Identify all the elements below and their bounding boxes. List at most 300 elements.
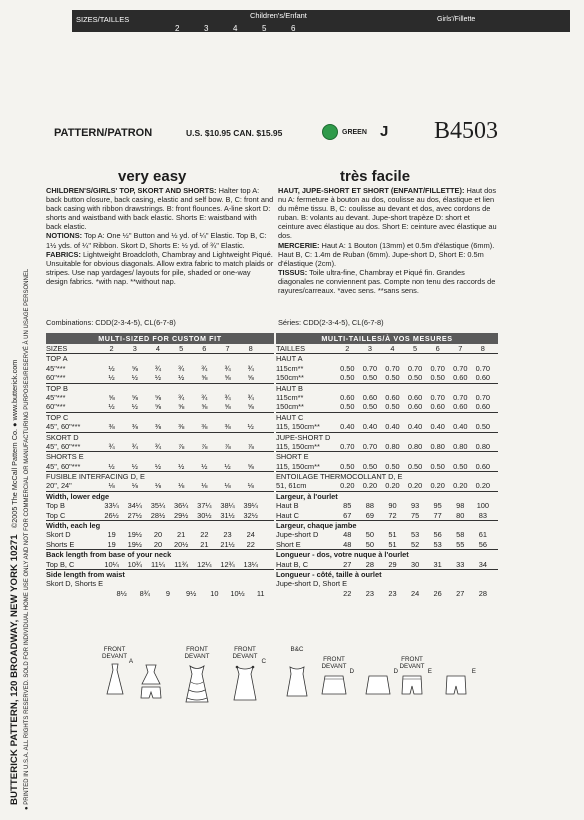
value-cell: ⅝ [178,402,185,412]
value-cell: 48 [343,530,352,540]
row-label: 150cm** [276,402,304,412]
view-letter: D [393,668,398,675]
value-cell: ¾ [178,392,185,402]
value-cell: 100 [476,501,490,511]
table-row [276,560,498,570]
size-number: 4 [233,24,238,33]
size-cell: 6 [435,344,440,353]
value-cell: 0.60 [385,392,400,402]
row-values [336,393,494,402]
table-row [46,570,274,579]
value-cell: 11¼ [151,559,165,569]
value-cell: ½ [108,363,115,373]
value-cell: 20½ [173,539,189,549]
view-label: FRONT DEVANT [321,656,347,670]
view-label [136,646,166,660]
garment-view [398,656,432,704]
value-cell: 0.50 [340,461,355,471]
value-cell: 58 [456,530,465,540]
sizes-label: TAILLES [276,344,306,353]
value-cell: 48 [343,539,352,549]
size-cell: 7 [458,344,463,353]
value-cell: ½ [131,402,138,412]
table-row [46,589,274,598]
value-cell: 0.60 [453,373,468,383]
garment-view [320,656,354,704]
size-row [46,344,274,354]
size-values [336,344,494,353]
value-cell: 0.20 [430,481,445,491]
value-cell: 11¾ [174,559,189,569]
value-cell: ⅝ [247,461,254,471]
value-cell: ⅝ [201,402,208,412]
value-cell: 56 [433,530,442,540]
value-cell: ⅞ [224,441,231,451]
row-label: Width, lower edge [46,491,110,501]
value-cell: ¾ [131,441,138,451]
value-cell: 33 [456,559,465,569]
fabrics-heading: TISSUS: [278,267,308,277]
value-cell: 0.80 [407,441,423,451]
row-values [336,402,494,411]
value-cell: 21½ [220,539,235,549]
size-number: 2 [175,24,180,33]
row-label: 45", 60"*** [46,441,81,451]
value-cell: ⅝ [108,392,115,402]
value-cell: 0.70 [475,363,491,373]
value-cell: 0.60 [475,461,491,471]
garment-view [284,646,310,704]
view-letter: E [427,668,432,675]
row-values [336,422,494,431]
value-cell: 93 [410,501,420,511]
row-label: 45", 60"*** [46,461,81,471]
value-cell: 0.20 [475,481,491,491]
table-row [276,530,498,539]
fabrics-text: Toile ultra-fine, Chambray et Piqué fin. Grandes diagonales ne conviennent pas. Compte non tenu des raccords de rayures/carreaux. *avec sens. **sans sens. [278,267,496,296]
value-cell: 0.50 [385,461,400,471]
value-cell: 39¼ [243,501,258,511]
value-cell: 0.40 [362,422,378,432]
table-row [276,402,498,412]
row-label: Jupe-short D, Short E [276,579,348,589]
value-cell: 13¼ [243,559,258,569]
value-cell: 0.50 [430,461,445,471]
girls-label: Girls'/Fillette [437,16,476,23]
value-cell: 34 [478,559,487,569]
garment-sketch-icon [182,662,212,708]
value-cell: 8¾ [139,588,150,598]
value-cell: 90 [388,501,397,511]
row-values [100,540,262,549]
table-row [46,413,274,422]
row-label: Skort D [46,530,71,540]
value-cell: 9 [165,588,171,598]
description-heading: HAUT, JUPE-SHORT ET SHORT (ENFANT/FILLETTE): [278,186,465,195]
value-cell: ⅝ [131,363,138,373]
value-cell: 77 [433,510,442,520]
row-values [100,364,262,373]
value-cell: 67 [343,510,352,520]
value-cell: ⅛ [131,481,138,491]
table-row [276,442,498,452]
table-row [276,511,498,521]
garment-views [84,646,564,720]
view-label [442,656,470,670]
row-values [100,530,262,539]
value-cell: 0.50 [407,373,423,383]
value-cell: 0.60 [475,402,491,412]
row-label: TOP A [46,354,68,364]
table-header-band: MULTI-TAILLES/À VOS MESURES [276,333,498,344]
garment-sketch-icon [398,672,426,704]
view-label: FRONT DEVANT [399,656,425,670]
table-row [276,373,498,383]
value-cell: 27 [343,559,352,569]
row-label: Jupe-short D [276,530,319,540]
size-cell: 6 [202,344,207,353]
size-number: 3 [204,24,209,33]
row-label: 60"*** [46,373,66,383]
value-cell: 0.70 [475,392,491,402]
value-cell: 0.60 [407,392,423,402]
row-label: HAUT A [276,354,303,364]
row-values [336,373,494,382]
value-cell: 10¾ [127,559,142,569]
row-label: JUPE-SHORT D [276,432,331,442]
row-label: Top B [46,501,65,511]
value-cell: 27½ [127,510,142,520]
garment-sketch-icon [320,672,348,704]
table-row [46,354,274,363]
value-cell: 51 [388,539,397,549]
value-cell: 19 [107,539,116,549]
value-cell: 50 [365,539,374,549]
value-cell: 10¼ [104,559,119,569]
english-combinations: Combinations: CDD(2-3-4-5), CL(6-7-8) [46,318,176,327]
garment-sketch-icon [102,662,127,700]
table-row [46,481,274,491]
row-label: 115cm** [276,363,304,373]
value-cell: ⅛ [201,481,208,491]
value-cell: ½ [131,373,138,383]
value-cell: 0.80 [430,441,445,451]
value-cell: ½ [108,461,115,471]
row-label: 115, 150cm** [276,441,320,451]
view-letter: D [349,668,354,675]
garment-view [442,656,476,704]
row-label: Skort D, Shorts E [46,579,104,589]
notions-text: Haut A: 1 Bouton (13mm) et 0.5m d'élastique (6mm). Haut B, C: 1.4m de Ruban (6mm). Jupe-short D, Short E: 0.5m d'élastique (2cm). [278,240,495,268]
value-cell: ⅞ [178,441,185,451]
value-cell: 19 [107,530,116,540]
value-cell: 23 [365,588,374,598]
value-cell: 0.40 [407,422,423,432]
row-label: Top B, C [46,559,75,569]
price-color-name: GREEN [342,129,367,136]
row-values [100,402,262,411]
table-row [46,384,274,393]
value-cell: 29½ [173,510,189,520]
value-cell: 22 [200,530,209,540]
value-cell: 0.20 [385,481,400,491]
value-cell: 0.40 [430,422,445,432]
french-description [278,186,498,295]
value-cell: 0.50 [385,373,400,383]
table-row [46,550,274,559]
table-row [46,579,274,588]
view-letter: E [471,668,476,675]
size-cell: 3 [367,344,372,353]
value-cell: 0.50 [340,373,355,383]
row-values [336,560,494,569]
garment-view [230,646,266,708]
size-row [276,344,498,354]
table-row [276,433,498,442]
value-cell: 26½ [104,510,119,520]
value-cell: 0.70 [453,392,468,402]
value-cell: ⅛ [247,481,254,491]
value-cell: ⅜ [201,422,208,432]
table-row [276,393,498,402]
size-cell: 5 [179,344,184,353]
value-cell: 0.50 [407,461,423,471]
value-cell: 83 [478,510,487,520]
value-cell: 22 [246,539,255,549]
notions-text: Top A: One ½" Button and ½ yd. of ¼" Elastic. Top B, C: 1½ yds. of ¼" Ribbon. Skort D, Shorts E: ½ yd. of ¾" Elastic. [46,231,267,250]
row-label: 45"*** [46,392,66,402]
value-cell: 0.60 [430,402,445,412]
size-bar [72,10,570,32]
side-publisher-text [9,5,20,805]
table-row [276,501,498,510]
value-cell: 80 [456,510,465,520]
value-cell: 0.50 [430,373,445,383]
table-header-band: MULTI-SIZED FOR CUSTOM FIT [46,333,274,344]
row-values [336,530,494,539]
row-label: 45"*** [46,363,66,373]
value-cell: ⅜ [178,422,185,432]
value-cell: 22 [343,588,352,598]
value-cell: ¾ [201,363,208,373]
row-label: SKORT D [46,432,79,442]
size-cell: 3 [132,344,137,353]
value-cell: 0.60 [475,373,491,383]
value-cell: 0.80 [453,441,468,451]
value-cell: 0.80 [475,441,491,451]
side-legal-strip [22,0,34,820]
row-label: 115, 150cm** [276,422,320,432]
value-cell: 0.70 [340,441,355,451]
row-label: Haut B, C [276,559,309,569]
value-cell: 0.50 [362,373,378,383]
row-values [100,511,262,520]
garment-sketch-icon [284,662,310,704]
row-label: Largeur, à l'ourlet [276,491,338,501]
value-cell: 85 [343,501,352,511]
value-cell: 75 [410,510,420,520]
value-cell: 0.70 [407,363,423,373]
row-label: 20", 24" [46,481,72,491]
row-values [336,540,494,549]
value-cell: 0.50 [362,402,378,412]
value-cell: 50 [365,530,374,540]
size-cell: 7 [225,344,230,353]
price: U.S. $10.95 CAN. $15.95 [186,128,283,138]
value-cell: ⅞ [247,441,254,451]
value-cell: ⅜ [131,422,138,432]
row-label: SHORT E [276,452,309,462]
fabrics-text: Lightweight Broadcloth, Chambray and Lightweight Piqué. Unsuitable for obvious diagonals. Allow extra fabric to match plaids or stripes. Use nap yardages/ layouts for pile, shaded or one-way design fabrics. *with nap. **without nap. [46,249,274,286]
row-label: 60"*** [46,402,66,412]
value-cell: ½ [247,422,254,432]
description-text: Halter top A: back button closure, back casing, elastic and self bow. B, C: front and back casing with ribbon drawstrings. B: front flounces. A-line skort D: shorts and waistband with back elastic. Shorts E: waistband with back elastic. [46,186,274,232]
value-cell: 11 [256,588,265,598]
french-title: très facile [340,168,411,185]
size-number: 5 [262,24,267,33]
sizes-label: SIZES/TAILLES [76,15,130,24]
table-row [46,501,274,510]
table-row [276,521,498,530]
view-label: FRONT DEVANT [232,646,258,660]
value-cell: ¾ [178,363,185,373]
size-numbers [175,24,320,33]
value-cell: 20 [153,530,163,540]
value-cell: ⅛ [178,481,185,491]
value-cell: 21 [200,539,209,549]
value-cell: ⅛ [154,481,162,491]
value-cell: 31½ [220,510,235,520]
garment-view [182,646,212,708]
table-row [46,422,274,432]
row-label: Haut C [276,510,300,520]
value-cell: 0.50 [362,461,378,471]
table-row [276,364,498,373]
view-label: B&C [290,646,304,653]
value-cell: 88 [365,501,374,511]
value-cell: 10½ [230,588,245,598]
size-cell: 2 [345,344,350,353]
value-cell: ¾ [154,441,162,451]
row-values [100,422,262,431]
value-cell: 0.20 [340,481,355,491]
table-row [46,521,274,530]
value-cell: 8½ [116,588,127,598]
row-values [100,373,262,382]
size-number: 6 [291,24,296,33]
value-cell: ½ [131,461,138,471]
row-values [336,481,494,490]
row-label: TOP C [46,412,69,422]
sizes-label: SIZES [46,344,68,353]
row-label: 150cm** [276,373,304,383]
value-cell: 29 [388,559,397,569]
value-cell: 72 [388,510,397,520]
value-cell: ¾ [108,441,115,451]
value-cell: ½ [201,461,208,471]
size-cell: 5 [413,344,418,353]
row-label: 115, 150cm** [276,461,320,471]
garment-sketch-icon [230,662,260,708]
yardage-table-us [46,333,274,598]
table-row [46,530,274,539]
table-row [46,393,274,402]
value-cell: 21 [177,530,186,540]
publisher-address: BUTTERICK PATTERN, 120 BROADWAY, NEW YORK 10271 [9,534,20,805]
notions-heading: NOTIONS: [46,231,83,241]
copyright: ©2005 The McCall Pattern Co. ● www.butterick.com [10,359,19,529]
value-cell: 0.50 [453,461,468,471]
size-values [100,344,262,353]
fabrics-heading: FABRICS: [46,249,81,259]
notions-heading: MERCERIE: [278,240,320,250]
row-label: Longueur - côté, taille à ourlet [276,569,382,579]
value-cell: ⅝ [247,402,254,412]
value-cell: 34¼ [127,501,142,511]
value-cell: 10 [210,588,219,598]
row-label: 45", 60"*** [46,422,81,432]
table-row [276,540,498,550]
table-row [46,511,274,521]
value-cell: 9½ [186,588,197,598]
value-cell: 28 [365,559,374,569]
table-row [276,354,498,363]
value-cell: 37¼ [197,501,212,511]
price-color-dot [322,124,338,140]
value-cell: 0.70 [430,363,445,373]
value-cell: 0.60 [453,402,468,412]
table-row [276,550,498,559]
row-label: FUSIBLE INTERFACING D, E [46,472,145,482]
value-cell: 61 [478,530,487,540]
garment-view [364,656,398,704]
value-cell: ⅝ [224,373,231,383]
value-cell: ¾ [224,392,231,402]
value-cell: 53 [410,530,420,540]
table-row [46,364,274,373]
table-row [46,373,274,383]
pattern-header [54,118,574,148]
size-cell: 8 [248,344,253,353]
row-values [336,589,494,598]
value-cell: ⅜ [154,422,162,432]
value-cell: ⅞ [201,441,208,451]
table-row [276,570,498,579]
value-cell: 23 [388,588,397,598]
row-values [100,560,262,569]
value-cell: 0.70 [430,392,445,402]
row-label: 115cm** [276,392,304,402]
value-cell: ½ [108,373,115,383]
row-label: Largeur, chaque jambe [276,521,357,531]
table-row [46,452,274,461]
row-label: Shorts E [46,539,75,549]
value-cell: 51 [388,530,397,540]
row-values [100,481,262,490]
english-description [46,186,274,286]
size-cell: 4 [390,344,395,353]
row-label: Top C [46,510,66,520]
value-cell: 0.40 [385,422,400,432]
value-cell: 0.70 [385,363,400,373]
value-cell: 98 [456,501,465,511]
french-combinations: Séries: CDD(2-3-4-5), CL(6-7-8) [278,318,384,327]
row-values [100,442,262,451]
value-cell: 36¼ [173,501,189,511]
row-label: Width, each leg [46,521,101,531]
value-cell: 30 [410,559,420,569]
value-cell: ½ [224,461,231,471]
